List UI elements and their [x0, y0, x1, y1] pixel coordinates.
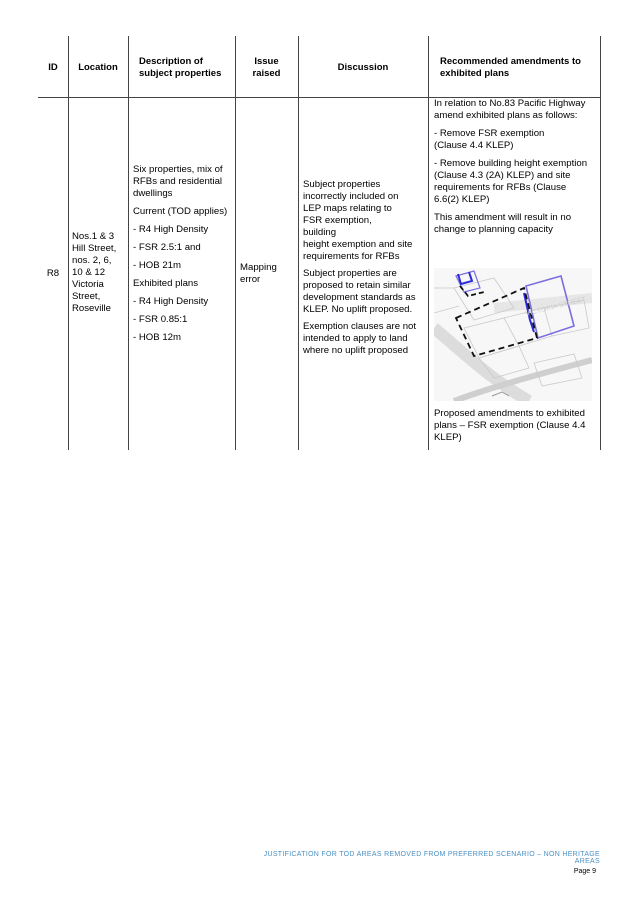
header-amendments: Recommended amendments to exhibited plans	[440, 56, 581, 79]
row-amendments: In relation to No.83 Pacific Highway amend exhibited plans as follows: - Remove FSR exemption (Clause 4.4 KLEP) - Remove building height exemption (Clause 4.3 (2A) KLEP) and site requirements for RFBs (Clause 6.6(2) KLEP) This amendment will result in no change to planning capacity	[434, 98, 588, 235]
row-location: Nos.1 & 3 Hill Street, nos. 2, 6, 10 & 12 Victoria Street, Roseville	[72, 231, 117, 314]
header-location: Location	[78, 62, 118, 73]
row-id: R8	[46, 268, 60, 279]
map-street-label: VICTORIA STREET	[524, 296, 587, 318]
page-number: Page 9	[573, 868, 596, 875]
col-divider-5	[428, 36, 429, 450]
col-divider-3	[235, 36, 236, 450]
header-id: ID	[48, 62, 58, 73]
col-divider-1	[68, 36, 69, 450]
header-issue: Issue raised	[252, 56, 281, 79]
header-discussion: Discussion	[337, 62, 389, 73]
footer-title: JUSTIFICATION FOR TOD AREAS REMOVED FROM PREFERRED SCENARIO – NON HERITAGE AREAS	[263, 851, 600, 865]
header-description: Description of subject properties	[139, 56, 222, 79]
row-description: Six properties, mix of RFBs and residential dwellings Current (TOD applies) - R4 High Density - FSR 2.5:1 and - HOB 21m Exhibited plans - R4 High Density - FSR 0.85:1 - HOB 12m	[133, 164, 228, 343]
col-divider-4	[298, 36, 299, 450]
col-divider-2	[128, 36, 129, 450]
row-discussion: Subject properties incorrectly included on LEP maps relating to FSR exemption, building height exemption and site requirements for RFBs Subject properties are proposed to retain similar development standards as KLEP. No uplift proposed. Exemption clauses are not intended to apply to land where no uplift proposed	[303, 179, 417, 356]
col-divider-6	[600, 36, 601, 450]
map-caption: Proposed amendments to exhibited plans – FSR exemption (Clause 4.4 KLEP)	[434, 408, 586, 443]
fsr-exemption-map	[434, 268, 592, 401]
row-issue: Mapping error	[240, 262, 277, 285]
